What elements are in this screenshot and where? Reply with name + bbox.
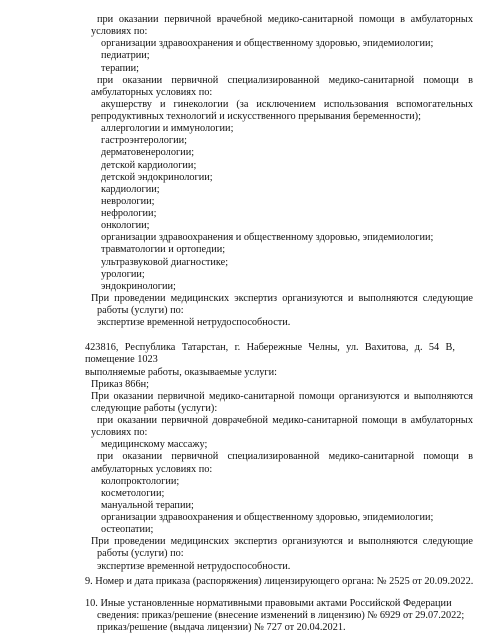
text-line: амбулаторных условиях по:: [91, 86, 213, 98]
text-line: организации здравоохранения и общественному здоровью, эпидемиологии;: [101, 38, 434, 50]
text-line: при оказании первичной врачебной медико-санитарной помощи в амбулаторных: [97, 14, 473, 25]
text-line: онкологии;: [101, 220, 150, 232]
text-line: При проведении медицинских экспертиз организуются и выполняются следующие: [91, 536, 473, 548]
text-line: экспертизе временной нетрудоспособности.: [97, 317, 291, 329]
text-line: работы (услуги) по:: [97, 548, 184, 560]
text-line: терапии;: [101, 62, 140, 74]
text-line: колопроктологии;: [101, 475, 180, 487]
text-line: детской эндокринологии;: [101, 171, 213, 183]
text-line: при оказании первичной специализированной медико-санитарной помощи в: [97, 451, 473, 463]
text-line: неврологии;: [101, 195, 155, 207]
text-line: травматологии и ортопедии;: [101, 244, 226, 256]
text-line: амбулаторных условиях по:: [91, 463, 213, 475]
section-9-line: 9. Номер и дата приказа (распоряжения) лицензирующего органа: № 2525 от 20.09.2022.: [85, 576, 474, 588]
address-line: 423816, Республика Татарстан, г. Набережные Челны, ул. Вахитова, д. 54 В,: [85, 342, 455, 354]
text-line: акушерству и гинекологии (за исключением использования вспомогательных: [101, 98, 473, 110]
text-line: аллергологии и иммунологии;: [101, 123, 234, 135]
text-line: При оказании первичной медико-санитарной помощи организуются и выполняются: [91, 390, 473, 402]
text-line: следующие работы (услуги):: [91, 402, 218, 414]
text-line: эндокринологии;: [101, 280, 176, 292]
text-line: дерматовенерологии;: [101, 147, 195, 159]
section-10-line: приказ/решение (выдача лицензии) № 727 от 20.04.2021.: [97, 622, 346, 633]
text-line: гастроэнтерологии;: [101, 135, 187, 147]
text-line: Приказ 866н;: [91, 378, 149, 390]
text-line: условиях по:: [91, 26, 148, 38]
text-line: педиатрии;: [101, 50, 150, 62]
text-line: при оказании первичной специализированной медико-санитарной помощи в: [97, 74, 473, 86]
text-line: экспертизе временной нетрудоспособности.: [97, 560, 291, 572]
text-line: косметологии;: [101, 487, 165, 499]
text-line: мануальной терапии;: [101, 499, 194, 511]
text-line: организации здравоохранения и общественному здоровью, эпидемиологии;: [101, 232, 434, 244]
text-line: работы (услуги) по:: [97, 304, 184, 316]
text-line: организации здравоохранения и общественному здоровью, эпидемиологии;: [101, 512, 434, 523]
text-line: при оказании первичной доврачебной медико-санитарной помощи в амбулаторных: [97, 415, 473, 426]
text-line: нефрологии;: [101, 208, 157, 219]
text-line: медицинскому массажу;: [101, 439, 208, 451]
text-line: репродуктивных технологий и искусственного прерывания беременности);: [91, 111, 421, 122]
text-line: выполняемые работы, оказываемые услуги:: [85, 366, 277, 378]
text-line: остеопатии;: [101, 524, 154, 536]
text-line: При проведении медицинских экспертиз организуются и выполняются следующие: [91, 292, 473, 304]
section-10-line: 10. Иные установленные нормативными правовыми актами Российской Федерации: [85, 597, 452, 609]
text-line: условиях по:: [91, 427, 148, 439]
text-line: ультразвуковой диагностике;: [101, 256, 229, 268]
text-line: урологии;: [101, 268, 145, 280]
text-line: кардиологии;: [101, 183, 160, 195]
section-10-line: сведения: приказ/решение (внесение изменений в лицензию) № 6929 от 29.07.2022;: [97, 609, 465, 621]
address-line: помещение 1023: [85, 354, 158, 366]
text-line: детской кардиологии;: [101, 159, 197, 171]
